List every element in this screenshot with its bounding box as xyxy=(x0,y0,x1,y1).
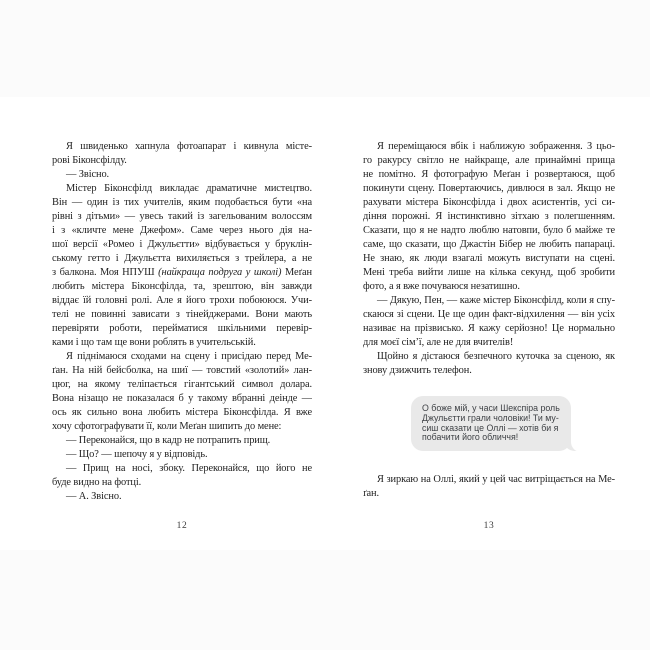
text-line: Вона нізащо не показалася б у такому вбранні деінде — xyxy=(52,393,312,404)
text-line: Не знаю, як люди взагалі можуть виступати на сцені. xyxy=(363,253,615,264)
text-line: ґан. xyxy=(363,488,380,499)
text-line: — Переконайся, що в кадр не потрапить прищ. xyxy=(66,435,271,446)
text-span: Меґан xyxy=(281,267,312,278)
text-line: ському гетто і Джульєтта вихиляється з трейлера, а не xyxy=(52,253,312,264)
page-left-lines xyxy=(52,140,312,504)
text-line: Містер Біконсфілд викладає драматичне мистецтво. xyxy=(66,183,312,194)
text-line: шої версії «Ромео і Джульєтти» відбувається у бруклін- xyxy=(52,239,312,250)
text-line: цюг, на якому теліпається гігантський символ долара. xyxy=(52,379,312,390)
text-line: Я піднімаюся сходами на сцену і присідаю перед Ме- xyxy=(66,351,312,362)
bubble-text-line: О боже мій, у часи Шекспіра роль xyxy=(422,403,560,413)
text-line: фото, а я вже почуваюся незатишно. xyxy=(363,281,520,292)
text-line: — Прищ на носі, збоку. Переконайся, що його не xyxy=(66,463,312,474)
text-line: покинути сцену. Повертаючись, дивлюся в зал. Якщо не xyxy=(363,183,615,194)
bubble-text-line: сиш сказати це Оллі — хотів би я xyxy=(422,422,559,433)
text-line: для моєї сім’ї, але не для вчителів! xyxy=(363,337,514,348)
page-right-lines xyxy=(363,140,615,378)
text-span: з балкона. Моя НПУШ xyxy=(52,267,159,278)
page-number-left: 12 xyxy=(176,521,188,531)
text-line: — Дякую, Пен, — каже містер Біконсфілд, коли я спу- xyxy=(377,295,615,306)
text-line: буде видно на фотці. xyxy=(52,477,142,488)
page-right xyxy=(363,140,615,531)
italic-phrase: (найкраща подруга у школі) xyxy=(158,267,282,278)
page-left xyxy=(52,140,312,531)
text-line: — А. Звісно. xyxy=(66,491,122,502)
text-line: Мені треба вийти лише на кілька секунд, щоб зробити xyxy=(363,267,615,278)
text-line: не помітно. Я фотографую Меґан і розвертаюся, щоб xyxy=(363,169,615,180)
text-line: ками і що там ще вони роблять в учительській. xyxy=(52,337,256,348)
text-line: — Звісно. xyxy=(66,169,110,180)
text-line: називає на прізвисько. Я кажу серйозно! Це нормально xyxy=(363,323,615,334)
bubble-text-line: Джульєтти грали чоловіки! Ти му- xyxy=(422,412,559,423)
text-line: ґан. На ній бейсболка, на шиї — товстий «золотий» лан- xyxy=(52,365,312,376)
text-line: Я зиркаю на Оллі, який у цей час витріщається на Ме- xyxy=(377,474,615,485)
text-line: любить містера Біконсфілда, та, зрештою, він завжди xyxy=(52,281,312,292)
text-line: Він — один із тих учителів, яким подобається бути «на xyxy=(52,197,312,208)
text-line: телі не повинні зависати з тінейджерами. Вони мають xyxy=(52,309,312,320)
text-line: Щойно я дістаюся безпечного куточка за сценою, як xyxy=(377,351,615,362)
page-number-right: 13 xyxy=(483,521,495,531)
text-line: ось як сильно вона любить містера Біконсфілда. Я вже xyxy=(52,407,312,418)
text-line: скаюся зі сцени. Це ще один факт-відхилення — він усіх xyxy=(363,309,615,320)
text-line: діння порожні. Я інстинктивно зітхаю з полегшенням. xyxy=(363,211,615,222)
text-line: рахувати містера Біконсфілда і двох асистентів, усі си- xyxy=(363,197,615,208)
text-line: Я переміщаюся вбік і наближую зображення. З цьо- xyxy=(377,141,615,152)
text-line: хочу сфотографувати її, коли Меґан шипить до мене: xyxy=(52,421,282,432)
text-line: знову дзижчить телефон. xyxy=(363,365,472,376)
text-line: — Що? — шепочу я у відповідь. xyxy=(66,449,208,460)
text-line: віддає їй головні ролі. Але я його трохи побоююся. Учи- xyxy=(52,295,312,306)
text-line: го ракурсу світло не найкраще, але принаймні прища xyxy=(363,155,615,166)
text-line: перевіряти роботи, перейматися шкільними перевір- xyxy=(52,323,312,334)
text-line xyxy=(52,266,312,280)
text-line: Я швиденько хапнула фотоапарат і кивнула місте- xyxy=(66,141,312,152)
bubble-text-line: побачити його обличчя! xyxy=(422,432,519,443)
text-line: рівні з дітьми» — увесь такий із загельованим волоссям xyxy=(52,211,312,222)
text-line: саме, що сказати, що Джастін Бібер не любить папараці. xyxy=(363,239,615,250)
message-bubble xyxy=(411,396,571,451)
text-line: Сказати, що я не надто люблю натовпи, було б майже те xyxy=(363,225,615,236)
text-line: і з «кличте мене Джефом». Саме через нього дія на- xyxy=(52,225,312,236)
bubble-lines xyxy=(422,404,560,443)
page-right-after-lines xyxy=(363,473,615,501)
text-line: рові Біконсфілду. xyxy=(52,155,127,166)
